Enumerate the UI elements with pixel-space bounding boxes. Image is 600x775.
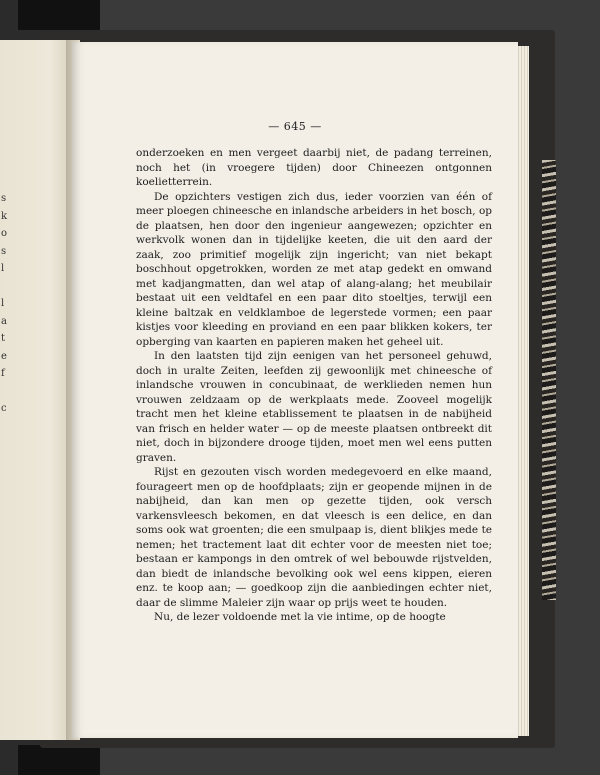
paragraph: In den laatsten tijd zijn eenigen van het personeel gehuwd, doch in uralte Zeiten, leefden zij gewoonlijk met chineesche of inlandsche vrouwen in concubinaat, de werklieden nemen hun vrouwen zeldzaam op de werkplaats mede. Zooveel mogelijk tracht men het kleine etablissement te plaatsen in de nabijheid van frisch en helder water — op de meeste plaatsen ontbreekt dit niet, doch in bijzondere drooge tijden, moet men wel eens putten graven. [136,350,492,464]
top-shadow [18,0,100,30]
left-page [0,40,72,740]
paragraph: De opzichters vestigen zich dus, ieder voorzien van één of meer ploegen chineesche en inlandsche arbeiders in het bosch, op de plaatsen, hen door den ingenieur aangewezen; opzichter en werkvolk wonen dan in tijdelijke keeten, die uit den aard der zaak, zoo primitief mogelijk zijn ingericht; van niet bekapt boschhout opgetrokken, worden ze met atap gedekt en omwand met kadjangmatten, dan wel atap of alang-alang; het meubilair bestaat uit een veldtafel en een paar dito stoeltjes, terwijl een kleine baltzak en veldklamboe de legerstede vormen; een paar kistjes voor kleeding en proviand en een paar blikken kokers, ter opberging van kaarten en papieren maken het geheel uit. [136,190,492,348]
bottom-shadow [18,745,100,775]
left-page-edge-text: s k o s l l a t e f c [1,193,8,414]
page-body [136,146,492,625]
paragraph: Rijst en gezouten visch worden medegevoerd en elke maand, fourageert men op de hoofdplaats; zijn er geopende mijnen in de nabijheid, dan kan men op gezette tijden, ook versch varkensvleesch bekomen, en dat vleesch is een delice, en dan soms ook wat groenten; die een smulpaap is, dient blikjes mede te nemen; het tractement laat dit echter voor de meesten niet toe; bestaan er kampongs in den omtrek of wel bebouwde rijstvelden, dan biedt de inlandsche bevolking ook wel eens kippen, eieren enz. te koop aan; — goedkoop zijn die aanbiedingen echter niet, daar de slimme Maleier zijn waar op prijs weet te houden. [136,466,492,609]
paragraph: onderzoeken en men vergeet daarbij niet, de padang terreinen, noch het (in vroegere tijden) door Chineezen ontgonnen koelietterrein. [136,147,492,188]
right-page [72,42,518,738]
marbled-endpaper [542,160,556,600]
page-number: — 645 — [268,120,322,133]
paragraph: Nu, de lezer voldoende met la vie intime, op de hoogte [154,611,446,623]
